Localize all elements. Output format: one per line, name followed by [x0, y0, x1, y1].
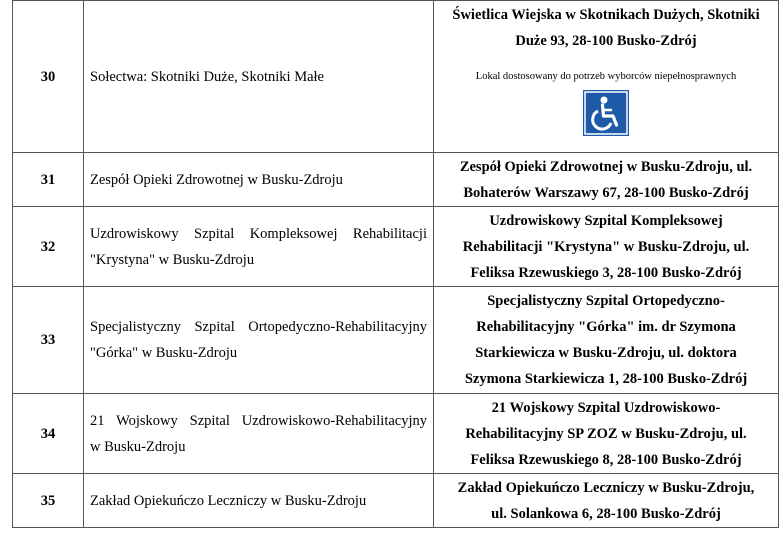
district-area-line: "Górka" w Busku-Zdroju	[90, 345, 238, 361]
district-area: Zespół Opieki Zdrowotnej w Busku-Zdroju	[84, 153, 434, 207]
polling-place	[434, 287, 779, 394]
table-row	[13, 153, 779, 207]
district-area-line: 21 Wojskowy Szpital Uzdrowiskowo-Rehabilitacyjny	[90, 412, 427, 429]
district-area-line: Uzdrowiskowy Szpital Kompleksowej Rehabilitacji	[90, 225, 427, 242]
accessibility-note: Lokal dostosowany do potrzeb wyborców niepełnosprawnych	[475, 71, 737, 82]
polling-place-line: Feliksa Rzewuskiego 8, 28-100 Busko-Zdrój	[470, 451, 742, 468]
table-row	[13, 287, 779, 394]
district-number: 33	[13, 287, 84, 394]
district-area-line: Specjalistyczny Szpital Ortopedyczno-Rehabilitacyjny	[90, 319, 427, 335]
polling-place-line: Zakład Opiekuńczo Leczniczy w Busku-Zdroju,	[457, 479, 755, 496]
polling-place-line: Starkiewicza w Busku-Zdroju, ul. doktora	[475, 345, 737, 361]
polling-place-line: Bohaterów Warszawy 67, 28-100 Busko-Zdrój	[463, 184, 749, 201]
table-row	[13, 474, 779, 528]
polling-place-line: Rehabilitacyjny SP ZOZ w Busku-Zdroju, ul.	[465, 425, 747, 442]
polling-place	[434, 474, 779, 528]
polling-place-line: Rehabilitacji "Krystyna" w Busku-Zdroju, ul.	[462, 238, 750, 255]
polling-place-line: Uzdrowiskowy Szpital Kompleksowej	[489, 212, 723, 229]
wheelchair-accessible-icon	[583, 90, 629, 136]
district-area	[84, 394, 434, 474]
polling-place-line: ul. Solankowa 6, 28-100 Busko-Zdrój	[491, 505, 721, 522]
district-area: Zakład Opiekuńczo Leczniczy w Busku-Zdroju	[84, 474, 434, 528]
district-number: 35	[13, 474, 84, 528]
polling-place-line: Rehabilitacyjny "Górka" im. dr Szymona	[476, 319, 736, 335]
polling-place-line: Specjalistyczny Szpital Ortopedyczno-	[487, 293, 725, 309]
district-area	[84, 287, 434, 394]
polling-districts-table	[12, 0, 779, 528]
district-number: 34	[13, 394, 84, 474]
district-number: 31	[13, 153, 84, 207]
district-number: 30	[13, 1, 84, 153]
polling-place-line: 21 Wojskowy Szpital Uzdrowiskowo-	[491, 399, 721, 416]
polling-place	[434, 1, 779, 153]
district-area: Sołectwa: Skotniki Duże, Skotniki Małe	[84, 1, 434, 153]
polling-place-line: Feliksa Rzewuskiego 3, 28-100 Busko-Zdrój	[470, 264, 742, 281]
district-area	[84, 207, 434, 287]
polling-place-line: Świetlica Wiejska w Skotnikach Dużych, Skotniki	[452, 7, 760, 23]
polling-place-line: Duże 93, 28-100 Busko-Zdrój	[515, 33, 697, 49]
table-row	[13, 394, 779, 474]
district-number: 32	[13, 207, 84, 287]
polling-place	[434, 207, 779, 287]
district-area-line: w Busku-Zdroju	[90, 438, 186, 455]
table-row	[13, 1, 779, 153]
polling-place-line: Zespół Opieki Zdrowotnej w Busku-Zdroju, ul.	[459, 158, 753, 175]
polling-place-line: Szymona Starkiewicza 1, 28-100 Busko-Zdrój	[464, 371, 748, 387]
polling-place	[434, 153, 779, 207]
district-area-line: "Krystyna" w Busku-Zdroju	[90, 251, 255, 268]
polling-place	[434, 394, 779, 474]
table-row	[13, 207, 779, 287]
